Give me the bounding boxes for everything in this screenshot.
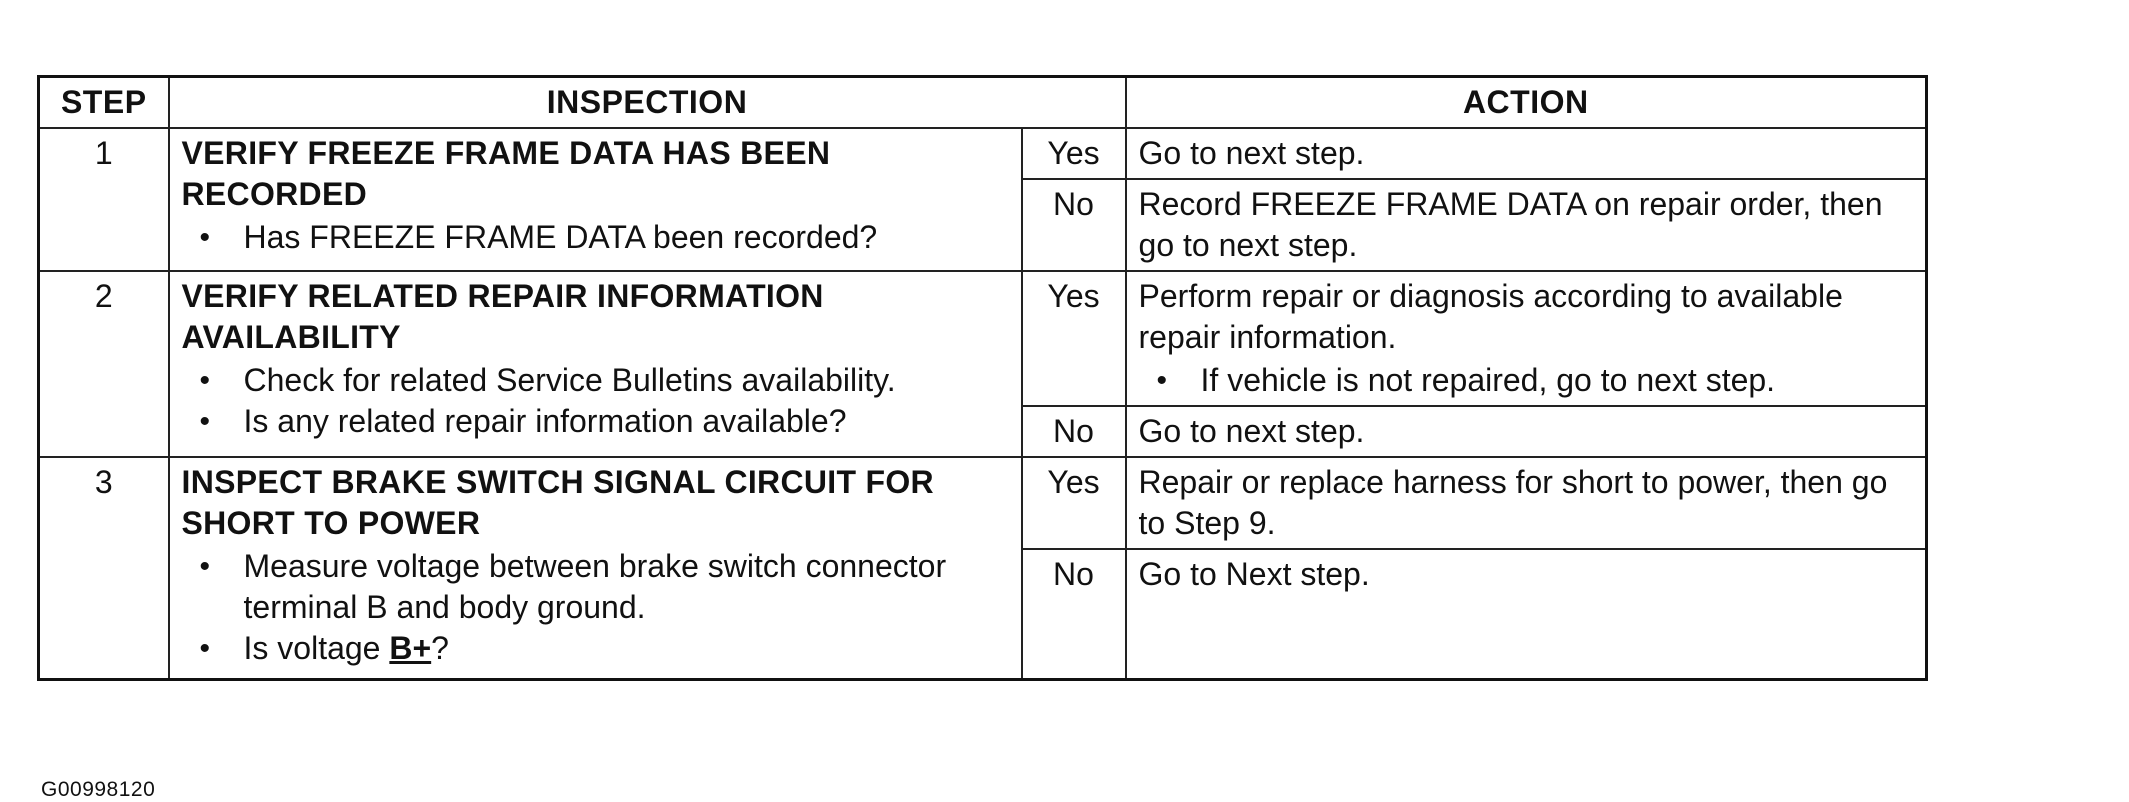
- diagnostic-table: [37, 75, 1928, 681]
- header-inspection: INSPECTION: [169, 77, 1126, 129]
- step-number: 3: [39, 457, 169, 680]
- inspection-title: VERIFY RELATED REPAIR INFORMATION AVAILABILITY: [181, 278, 824, 355]
- yes-label: Yes: [1022, 271, 1126, 406]
- no-action: Go to next step.: [1126, 406, 1927, 457]
- table-row: [39, 271, 1927, 406]
- inspection-bullets: [182, 546, 1009, 669]
- action-bullet: • If vehicle is not repaired, go to next step.: [1201, 360, 1914, 401]
- header-action: ACTION: [1126, 77, 1927, 129]
- yes-action-cell: [1126, 271, 1927, 406]
- figure-id: G00998120: [41, 778, 156, 801]
- inspection-bullet: [244, 628, 1009, 669]
- diagnostic-table-container: [37, 75, 1925, 801]
- bullet-text-bold: B+: [389, 630, 432, 666]
- inspection-bullet: • Has FREEZE FRAME DATA been recorded?: [244, 217, 1009, 258]
- yes-label: Yes: [1022, 457, 1126, 549]
- step-number: 1: [39, 128, 169, 271]
- no-label: No: [1022, 549, 1126, 680]
- yes-label: Yes: [1022, 128, 1126, 179]
- inspection-bullets: [182, 360, 1009, 442]
- header-row: [39, 77, 1927, 129]
- header-step: STEP: [39, 77, 169, 129]
- yes-action: Go to next step.: [1126, 128, 1927, 179]
- yes-action: Perform repair or diagnosis according to available repair information.: [1138, 278, 1843, 355]
- table-row: [39, 457, 1927, 549]
- inspection-title: VERIFY FREEZE FRAME DATA HAS BEEN RECORDED: [181, 135, 831, 212]
- inspection-bullet: • Is any related repair information available?: [244, 401, 1009, 442]
- bullet-text-prefix: Is voltage: [243, 630, 390, 666]
- inspection-bullet: • Check for related Service Bulletins availability.: [244, 360, 1009, 401]
- inspection-cell: [169, 128, 1022, 271]
- inspection-title: INSPECT BRAKE SWITCH SIGNAL CIRCUIT FOR SHORT TO POWER: [181, 464, 934, 541]
- inspection-cell: [169, 271, 1022, 457]
- no-action: Go to Next step.: [1126, 549, 1927, 680]
- yes-action: Repair or replace harness for short to power, then go to Step 9.: [1126, 457, 1927, 549]
- table-row: [39, 128, 1927, 179]
- inspection-cell: [169, 457, 1022, 680]
- step-number: 2: [39, 271, 169, 457]
- inspection-bullets: [182, 217, 1009, 258]
- no-label: No: [1022, 179, 1126, 271]
- action-bullets: [1139, 360, 1914, 401]
- bullet-text-suffix: ?: [431, 630, 449, 666]
- no-action: Record FREEZE FRAME DATA on repair order, then go to next step.: [1126, 179, 1927, 271]
- no-label: No: [1022, 406, 1126, 457]
- inspection-bullet: • Measure voltage between brake switch connector terminal B and body ground.: [244, 546, 1009, 628]
